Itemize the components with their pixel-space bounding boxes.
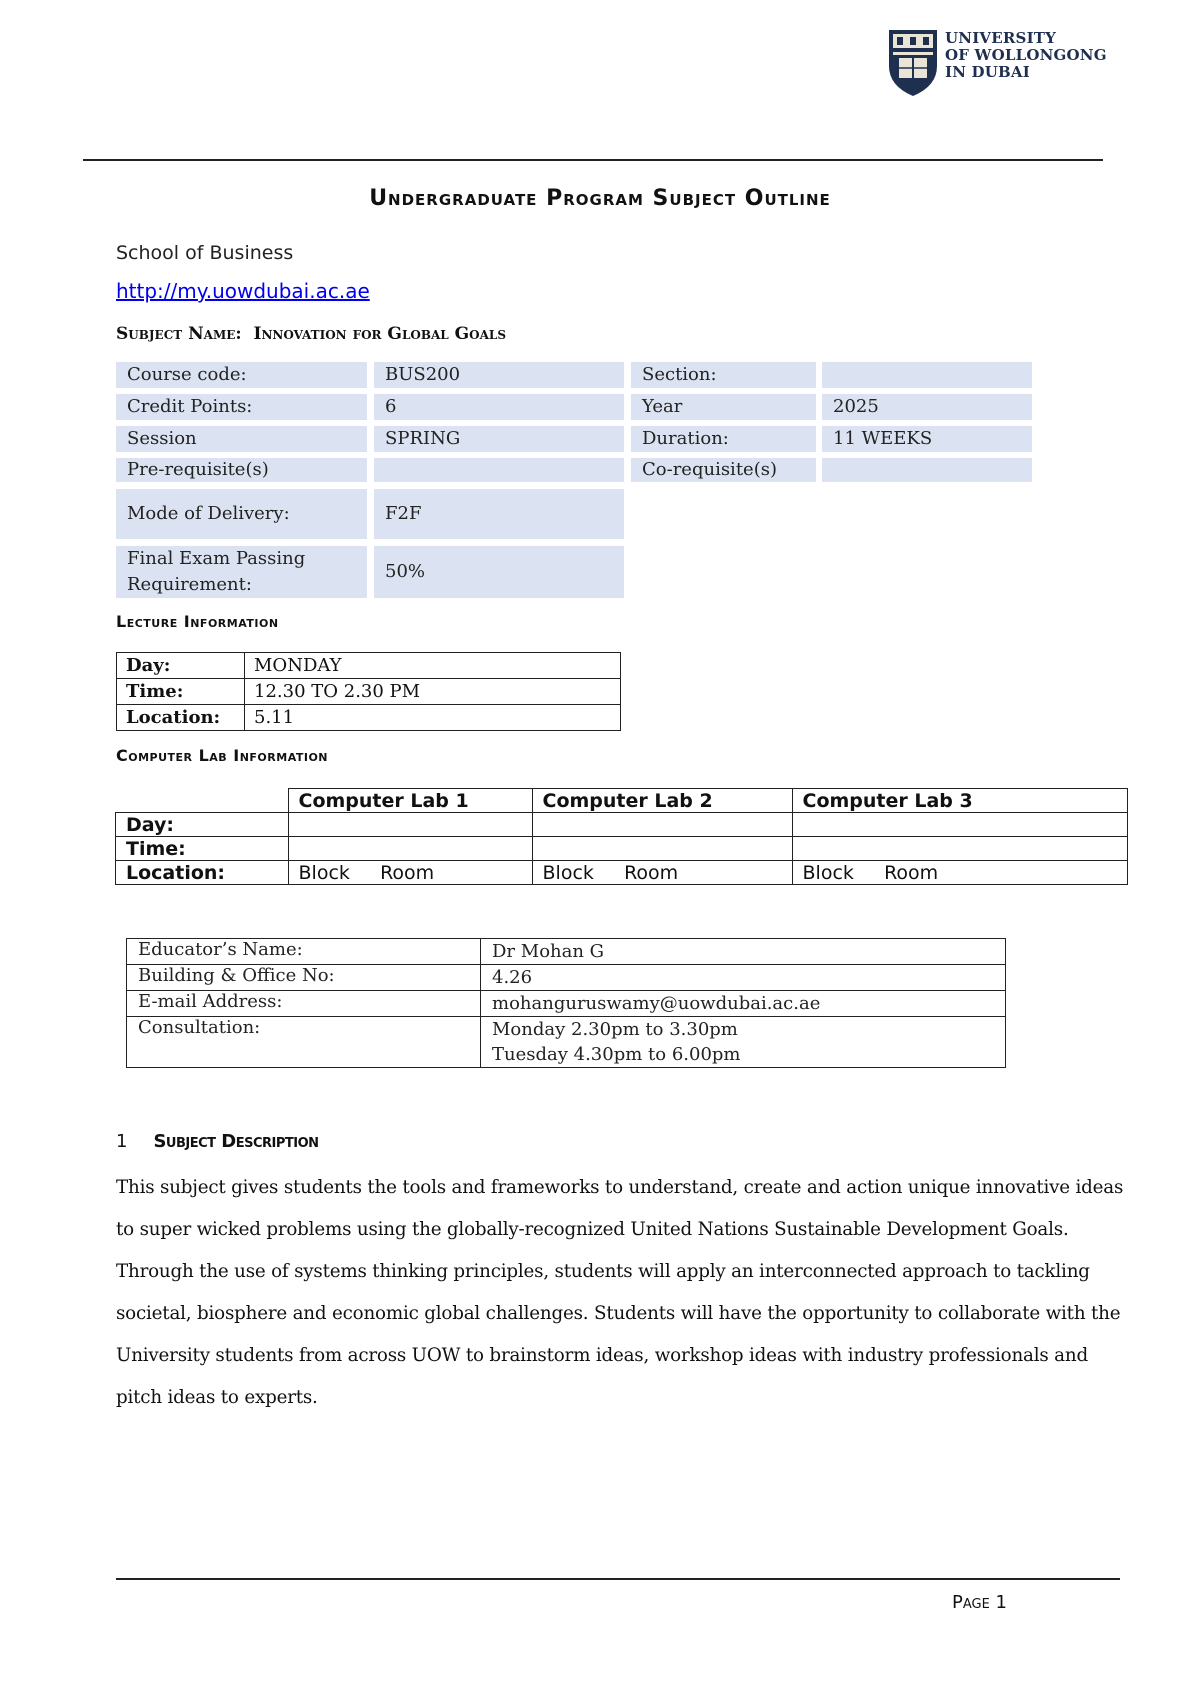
table-row <box>127 965 1006 991</box>
lab-1-time <box>288 837 532 861</box>
lecture-time-value: 12.30 TO 2.30 PM <box>245 679 621 705</box>
subject-name-value: Innovation for Global Goals <box>253 324 507 344</box>
lab-heading: Computer Lab Information <box>116 746 329 765</box>
mode-of-delivery-label: Mode of Delivery: <box>116 489 367 539</box>
lab-table <box>115 788 1128 885</box>
section-label: Section: <box>631 362 816 388</box>
section-number: 1 <box>116 1131 128 1152</box>
consultation-line-2: Tuesday 4.30pm to 6.00pm <box>492 1044 741 1065</box>
university-logo <box>885 26 1115 100</box>
consultation-label: Consultation: <box>127 1017 481 1068</box>
office-label: Building & Office No: <box>127 965 481 991</box>
lecture-table <box>116 652 621 731</box>
course-code-value: BUS200 <box>374 362 624 388</box>
portal-link[interactable]: http://my.uowdubai.ac.ae <box>116 279 370 303</box>
credit-points-value: 6 <box>374 394 624 420</box>
section-value <box>822 362 1032 388</box>
exam-passing-value: 50% <box>374 546 624 598</box>
educator-name-value: Dr Mohan G <box>481 939 1006 965</box>
prerequisite-value <box>374 458 624 482</box>
prerequisite-label: Pre-requisite(s) <box>116 458 367 482</box>
page-number: Page 1 <box>952 1592 1007 1613</box>
table-row <box>127 991 1006 1017</box>
description-title: Subject Description <box>153 1131 319 1152</box>
description-heading <box>116 1131 319 1152</box>
table-row <box>116 789 1128 813</box>
table-row <box>116 861 1128 885</box>
lab-3-time <box>792 837 1128 861</box>
year-value: 2025 <box>822 394 1032 420</box>
duration-label: Duration: <box>631 426 816 452</box>
lab-2-time <box>532 837 792 861</box>
lab-3-day <box>792 813 1128 837</box>
logo-line-2: OF WOLLONGONG <box>945 46 1107 64</box>
credit-points-label: Credit Points: <box>116 394 367 420</box>
document-title: Undergraduate Program Subject Outline <box>369 186 831 211</box>
session-value: SPRING <box>374 426 624 452</box>
table-row <box>116 813 1128 837</box>
subject-name-label: Subject Name: <box>116 324 242 344</box>
email-label: E-mail Address: <box>127 991 481 1017</box>
logo-line-3: IN DUBAI <box>945 63 1030 81</box>
lab-1-day <box>288 813 532 837</box>
educator-name-label: Educator’s Name: <box>127 939 481 965</box>
table-row <box>116 837 1128 861</box>
table-row <box>127 1017 1006 1068</box>
lecture-day-value: MONDAY <box>245 653 621 679</box>
corequisite-value <box>822 458 1032 482</box>
lab-1-location: Block Room <box>288 861 532 885</box>
logo-line-1: UNIVERSITY <box>945 29 1057 47</box>
table-row <box>127 939 1006 965</box>
email-value[interactable]: mohanguruswamy@uowdubai.ac.ae <box>481 991 1006 1017</box>
lecture-day-label: Day: <box>117 653 245 679</box>
corequisite-label: Co-requisite(s) <box>631 458 816 482</box>
lab-1-header: Computer Lab 1 <box>288 789 532 813</box>
lab-2-header: Computer Lab 2 <box>532 789 792 813</box>
subject-name <box>116 324 506 344</box>
footer-divider <box>116 1578 1120 1580</box>
lab-corner-cell <box>116 789 289 813</box>
session-label: Session <box>116 426 367 452</box>
lecture-location-value: 5.11 <box>245 705 621 731</box>
header-divider <box>83 159 1103 161</box>
school-name: School of Business <box>116 242 294 264</box>
lab-2-location: Block Room <box>532 861 792 885</box>
mode-of-delivery-value: F2F <box>374 489 624 539</box>
table-row <box>117 653 621 679</box>
lab-3-location: Block Room <box>792 861 1128 885</box>
lab-day-label: Day: <box>116 813 289 837</box>
lecture-heading: Lecture Information <box>116 612 279 631</box>
course-code-label: Course code: <box>116 362 367 388</box>
lab-time-label: Time: <box>116 837 289 861</box>
educator-table <box>126 938 1006 1068</box>
consultation-value <box>481 1017 1006 1068</box>
lab-3-header: Computer Lab 3 <box>792 789 1128 813</box>
office-value: 4.26 <box>481 965 1006 991</box>
duration-value: 11 WEEKS <box>822 426 1032 452</box>
year-label: Year <box>631 394 816 420</box>
university-crest-icon <box>885 26 941 98</box>
consultation-line-1: Monday 2.30pm to 3.30pm <box>492 1019 738 1040</box>
table-row <box>117 705 621 731</box>
lecture-location-label: Location: <box>117 705 245 731</box>
lab-2-day <box>532 813 792 837</box>
description-body: This subject gives students the tools and frameworks to understand, create and action unique innovative ideas to super wicked problems using the globally-recognized United Nations Sustainable Development Goals. Through the use of systems thinking principles, students will apply an interconnected approach to tackling societal, biosphere and economic global challenges. Students will have the opportunity to collaborate with the University students from across UOW to brainstorm ideas, workshop ideas with industry professionals and pitch ideas to experts. <box>116 1177 1124 1408</box>
table-row <box>117 679 621 705</box>
lecture-time-label: Time: <box>117 679 245 705</box>
exam-passing-label: Final Exam Passing Requirement: <box>116 546 367 598</box>
lab-location-label: Location: <box>116 861 289 885</box>
